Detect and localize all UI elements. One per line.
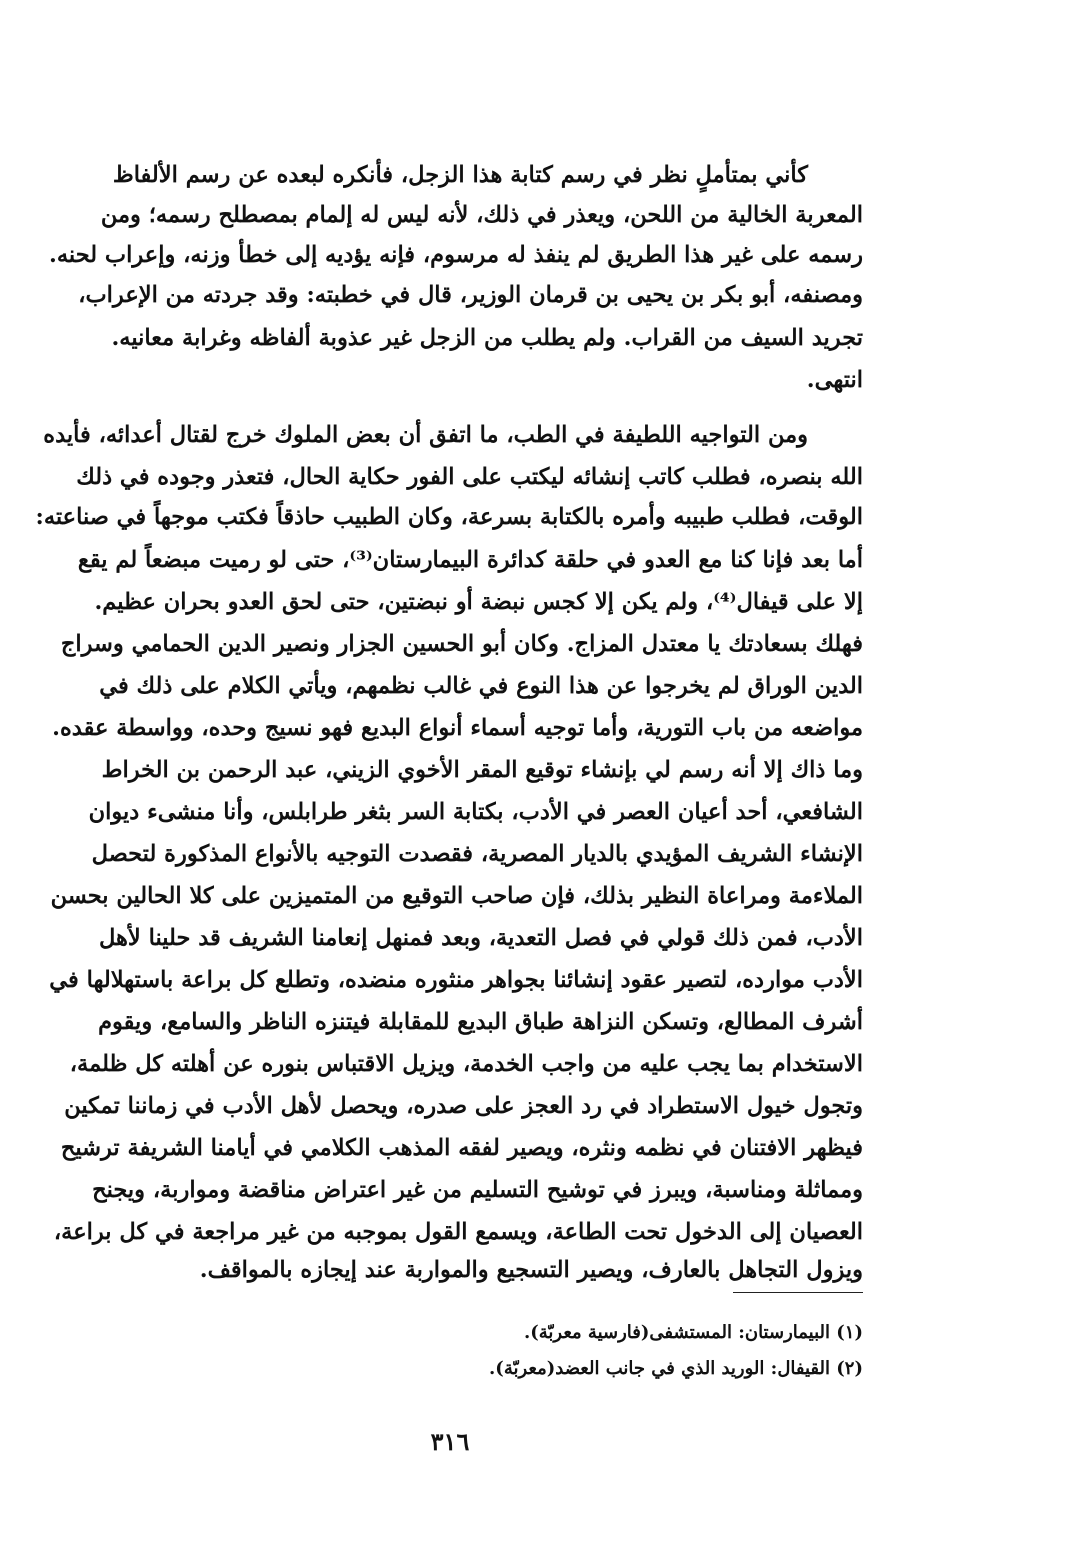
text-line: فهلك بسعادتك يا معتدل المزاج. وكان أبو الحسين الجزار ونصير الدين الحمامي وسراج xyxy=(60,631,863,657)
text-line: الشافعي، أحد أعيان العصر في الأدب، بكتابة السر بثغر طرابلس، وأنا منشىء ديوان xyxy=(88,799,863,825)
text-line: المعربة الخالية من اللحن، ويعذر في ذلك، لأنه ليس له إلمام بمصطلح رسمه؛ ومن xyxy=(100,202,863,228)
text-line: ومماثلة ومناسبة، ويبرز في توشيح التسليم من غير اعتراض مناقضة ومواربة، ويجنح xyxy=(92,1177,863,1203)
text-line: الله بنصره، فطلب كاتب إنشائه ليكتب على الفور حكاية الحال، فتعذر وجوده في ذلك xyxy=(76,464,863,490)
text-line: فيظهر الافتنان في نظمه ونثره، ويصير لفقه المذهب الكلامي في أيامنا الشريفة ترشيح xyxy=(60,1135,863,1161)
text-line: تجريد السيف من القراب. ولم يطلب من الزجل غير عذوبة ألفاظه وغرابة معانيه. xyxy=(111,325,863,351)
text-line: ويزول التجاهل بالعارف، ويصير التسجيع والمواربة عند إيجازه بالمواقف. xyxy=(199,1257,863,1283)
text-line: أما بعد فإنا كنا مع العدو في حلقة كدائرة البيمارستان⁽³⁾، حتى لو رميت مبضعاً لم يقع xyxy=(77,547,863,573)
text-line: الدين الوراق لم يخرجوا عن هذا النوع في غالب نظمهم، ويأتي الكلام على ذلك في xyxy=(99,673,863,699)
text-line: الأدب موارده، لتصير عقود إنشائنا بجواهر منثوره منضده، وتطلع كل براعة باستهلالها في xyxy=(49,967,863,993)
text-line: العصيان إلى الدخول تحت الطاعة، ويسمع القول بموجبه من غير مراجعة في كل براعة، xyxy=(53,1219,863,1245)
text-line: وما ذاك إلا أنه رسم لي بإنشاء توقيع المقر الأخوي الزيني، عبد الرحمن بن الخراط xyxy=(101,757,863,783)
text-line: الأدب، فمن ذلك قولي في فصل التعدية، وبعد فمنهل إنعامنا الشريف قد حلينا لأهل xyxy=(99,925,863,951)
footnote-separator xyxy=(733,1292,863,1293)
text-line: الملاءمة ومراعاة النظير بذلك، فإن صاحب التوقيع من المتميزين على كلا الحالين بحسن xyxy=(50,883,863,909)
text-line: الاستخدام بما يجب عليه من واجب الخدمة، ويزيل الاقتباس بنوره عن أهلته كل ظلمة، xyxy=(69,1051,863,1077)
text-line: ومصنفه، أبو بكر بن يحيى بن قرمان الوزير، قال في خطبته: وقد جردته من الإعراب، xyxy=(78,282,863,308)
text-line: رسمه على غير هذا الطريق لم ينفذ له مرسوم، فإنه يؤديه إلى خطأ وزنه، وإعراب لحنه. xyxy=(49,242,863,268)
text-line: ومن التواجيه اللطيفة في الطب، ما اتفق أن بعض الملوك خرج لقتال أعدائه، فأيده xyxy=(43,422,808,448)
footnote: (٢) القيفال: الوريد الذي في جانب العضد(معربّة). xyxy=(489,1358,863,1379)
text-line: إلا على قيفال⁽⁴⁾، ولم يكن إلا كجس نبضة أو نبضتين، حتى لحق العدو بحران عظيم. xyxy=(94,589,863,615)
text-line: كأني بمتأملٍ نظر في رسم كتابة هذا الزجل، فأنكره لبعده عن رسم الألفاظ xyxy=(112,162,808,188)
page-number: ٣١٦ xyxy=(430,1427,470,1456)
text-line: الإنشاء الشريف المؤيدي بالديار المصرية، فقصدت التوجيه بالأنواع المذكورة لتحصل xyxy=(91,841,863,867)
text-line: وتجول خيول الاستطراد في رد العجز على صدره، ويحصل لأهل الأدب في زماننا تمكين xyxy=(64,1093,863,1119)
text-line: أشرف المطالع، وتسكن النزاهة طباق البديع للمقابلة فيتنزه الناظر والسامع، ويقوم xyxy=(98,1009,863,1035)
text-line: انتهى. xyxy=(806,367,863,393)
text-line: مواضعه من باب التورية، وأما توجيه أسماء أنواع البديع فهو نسيج وحده، وواسطة عقده. xyxy=(52,715,863,741)
text-line: الوقت، فطلب طبيبه وأمره بالكتابة بسرعة، وكان الطبيب حاذقاً فكتب موجهاً في صناعته: xyxy=(35,504,863,530)
footnote: (١) البيمارستان: المستشفى(فارسية معربّة). xyxy=(523,1322,863,1343)
